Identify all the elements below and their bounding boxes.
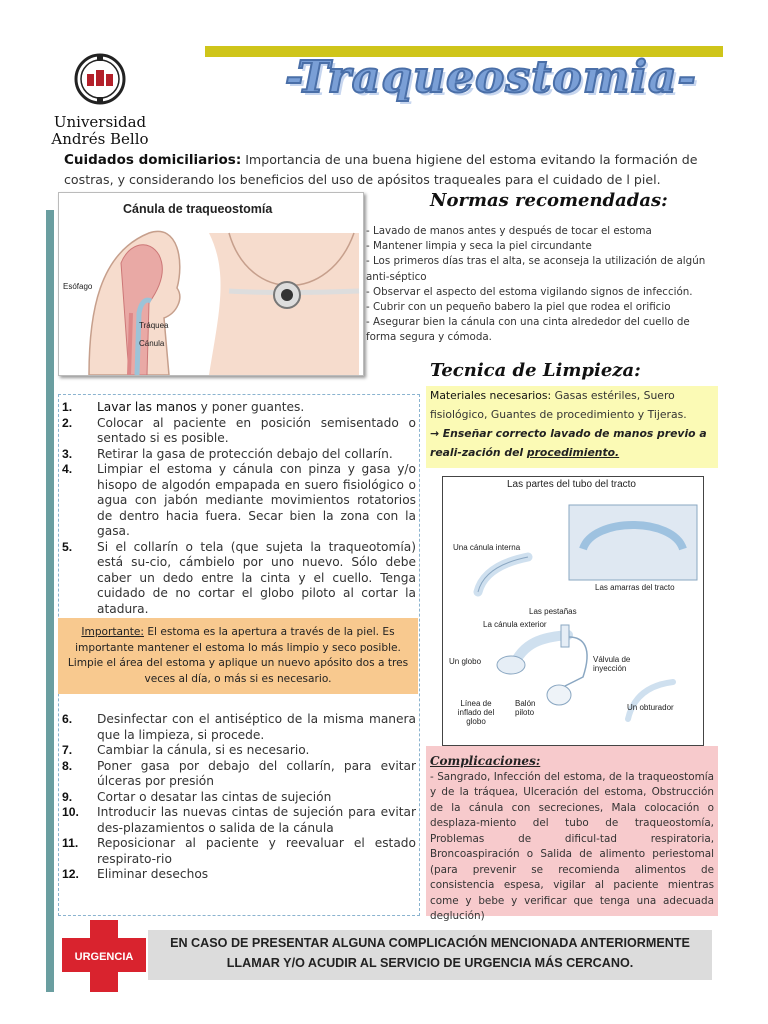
normas-item: - Los primeros días tras el alta, se aconseja la utilización de algún anti-séptico bbox=[366, 255, 706, 283]
label-esophagus: Esófago bbox=[63, 282, 93, 291]
complications-text: - Sangrado, Infección del estoma, de la traqueostomía y de la tráquea, Ulceración del estoma, Obstrucción de la cánula con secreciones, Mala colocación o desplaza-miento del tubo de traqueostomía, Problemas de dificul-tad respiratoria, Broncoaspiración o Salida de alimento periestomal (para prevenir se recomienda alimentos de consistencia espesa, vigilar al paciente mientras come y bebe y verificar que tenga una adecuada deglución) bbox=[430, 770, 714, 922]
normas-item: - Lavado de manos antes y después de tocar el estoma bbox=[366, 225, 652, 237]
step-text: Desinfectar con el antiséptico de la misma manera que la limpieza, si procede. bbox=[97, 712, 416, 742]
important-text: El estoma es la apertura a través de la piel. Es importante mantener el estoma lo más limpio y seco posible. Limpie el área del estoma y aplique un nuevo apósito dos a tres veces al día, o más si es necesario. bbox=[67, 626, 409, 685]
label-flanges: Las pestañas bbox=[529, 607, 577, 616]
step-text: Poner gasa por debajo del collarín, para evitar úlceras por presión bbox=[97, 758, 416, 788]
steps-list-b bbox=[62, 712, 416, 883]
tube-parts-figure bbox=[442, 476, 704, 746]
title-text: -Traqueostomia- bbox=[285, 52, 697, 103]
complications-title: Complicaciones: bbox=[430, 754, 541, 768]
label-obturator: Un obturador bbox=[627, 703, 674, 712]
label-valve: Válvula de inyección bbox=[593, 655, 631, 673]
university-seal-icon bbox=[73, 50, 127, 110]
step-text: Cambiar la cánula, si es necesario. bbox=[97, 743, 310, 757]
list-item bbox=[62, 416, 416, 447]
normas-item: - Observar el aspecto del estoma vigilando signos de infección. bbox=[366, 285, 693, 298]
list-item bbox=[62, 867, 416, 883]
step-number: 8. bbox=[62, 758, 73, 773]
step-number: 3. bbox=[62, 446, 73, 461]
step-text: Eliminar desechos bbox=[97, 867, 209, 881]
step-text: Retirar la gasa de protección debajo del collarín. bbox=[97, 446, 393, 461]
step-text: Colocar al paciente en posición semisentado o sentado si es posible. bbox=[97, 415, 416, 445]
step-number: 1. bbox=[62, 400, 73, 414]
step-lead: Lavar las manos bbox=[97, 400, 197, 414]
label-inflation-line: Línea de inflado del globo bbox=[457, 699, 495, 726]
step-text: Limpiar el estoma y cánula con pinza y gasa y/o hisopo de algodón empapada en suero fisiológico o agua con jabón mediante movimientos rotatorios de dentro hacia fuera. Secar bien la zona con la gasa. bbox=[97, 462, 416, 538]
list-item bbox=[62, 836, 416, 867]
step-number: 11. bbox=[62, 836, 79, 850]
label-inner-cannula: Una cánula interna bbox=[453, 543, 521, 552]
label-trachea: Tráquea bbox=[139, 321, 169, 330]
urgent-cross-icon bbox=[62, 920, 146, 992]
list-item bbox=[62, 790, 416, 806]
normas-item: - Mantener limpia y seca la piel circundante bbox=[366, 240, 592, 253]
intro-text: Importancia de una buena higiene del estoma evitando la formación de costras, y considerando los beneficios del uso de apósitos traqueales para el cuidado de l piel. bbox=[64, 152, 698, 187]
tecnica-title: Tecnica de Limpieza: bbox=[430, 360, 641, 381]
step-text: Si el collarín o tela (que sujeta la traqueotomía) está su-cio, cámbielo por uno nuevo. Sólo debe caber un dedo entre la cinta y el cuello. Tenga cuidado de no cortar el globo piloto al cortar la atadura. bbox=[97, 539, 416, 616]
university-logo bbox=[48, 50, 152, 148]
label-ties: Las amarras del tracto bbox=[595, 583, 675, 592]
list-item bbox=[62, 743, 416, 759]
step-text: Introducir las nuevas cintas de sujeción para evitar des-plazamientos o salida de la cánula bbox=[97, 805, 416, 835]
list-item bbox=[62, 540, 416, 618]
university-name: Universidad Andrés Bello bbox=[51, 113, 149, 148]
handwash-note: → Enseñar correcto lavado de manos previo a reali-zación del bbox=[430, 427, 707, 459]
left-accent-bar bbox=[46, 210, 54, 992]
label-pilot-balloon: Balón piloto bbox=[515, 699, 536, 717]
normas-item: - Asegurar bien la cánula con una cinta alrededor del cuello de forma segura y cómoda. bbox=[366, 316, 690, 344]
step-text: Reposicionar al paciente y reevaluar el estado respirato-rio bbox=[97, 836, 416, 866]
list-item bbox=[62, 712, 416, 743]
materials-value: Gasas estériles, Suero fisiológico, Guantes de procedimiento y Tijeras. bbox=[430, 389, 687, 421]
label-cuff: Un globo bbox=[449, 657, 482, 666]
normas-title: Normas recomendadas: bbox=[430, 190, 668, 211]
important-box bbox=[58, 618, 418, 694]
step-number: 12. bbox=[62, 867, 79, 881]
step-number: 5. bbox=[62, 539, 73, 554]
complications-box bbox=[426, 746, 718, 922]
handwash-note-underlined: procedimiento. bbox=[526, 446, 620, 459]
cannula-figure bbox=[58, 192, 364, 376]
tube-parts-title: Las partes del tubo del tracto bbox=[507, 479, 636, 490]
step-text: y poner guantes. bbox=[196, 400, 305, 414]
important-label: Importante: bbox=[81, 626, 144, 638]
intro-lead: Cuidados domiciliarios: bbox=[64, 152, 242, 168]
cannula-illustration bbox=[59, 193, 363, 375]
materials-label: Materiales necesarios: bbox=[430, 389, 552, 402]
steps-list-a bbox=[62, 400, 416, 617]
step-number: 9. bbox=[62, 789, 73, 804]
label-outer-cannula: La cánula exterior bbox=[483, 620, 547, 629]
step-number: 4. bbox=[62, 462, 73, 476]
page-title bbox=[285, 52, 697, 138]
step-number: 2. bbox=[62, 415, 73, 430]
materials-box bbox=[426, 386, 718, 468]
step-number: 7. bbox=[62, 743, 73, 757]
step-text: Cortar o desatar las cintas de sujeción bbox=[97, 789, 332, 804]
label-cannula: Cánula bbox=[139, 339, 165, 348]
normas-item: - Cubrir con un pequeño babero la piel que rodea el orificio bbox=[366, 301, 671, 314]
intro-paragraph bbox=[64, 150, 704, 189]
list-item bbox=[62, 400, 416, 416]
list-item bbox=[62, 462, 416, 540]
urgent-banner-text: EN CASO DE PRESENTAR ALGUNA COMPLICACIÓN MENCIONADA ANTERIORMENTE LLAMAR Y/O ACUDIR AL SERVICIO DE URGENCIA MÁS CERCANO. bbox=[170, 936, 690, 970]
step-number: 10. bbox=[62, 805, 79, 819]
urgent-badge-text: URGENCIA bbox=[74, 951, 134, 963]
list-item bbox=[62, 805, 416, 836]
normas-list bbox=[366, 224, 722, 346]
cannula-figure-title: Cánula de traqueostomía bbox=[123, 202, 273, 216]
list-item bbox=[62, 447, 416, 463]
step-number: 6. bbox=[62, 712, 73, 726]
list-item bbox=[62, 759, 416, 790]
